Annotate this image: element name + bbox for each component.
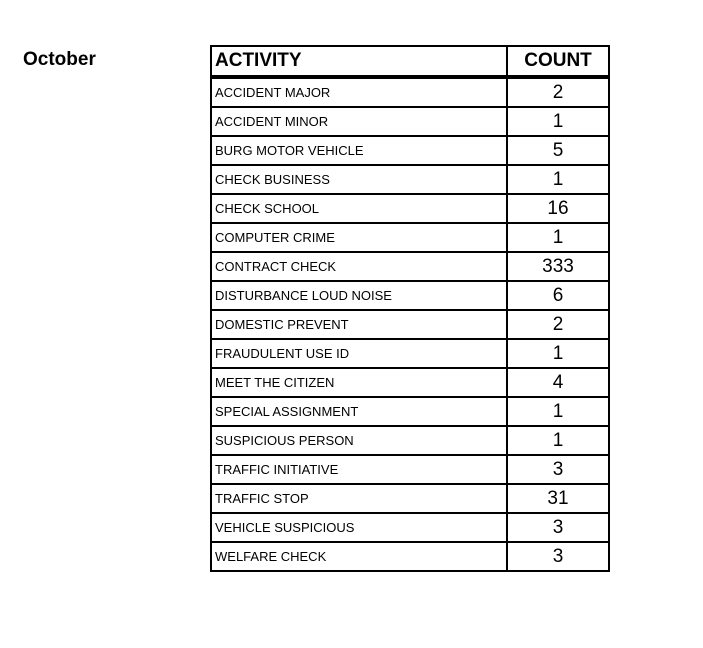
activity-column-header: ACTIVITY: [211, 46, 507, 77]
count-cell: 1: [507, 397, 609, 426]
count-cell: 16: [507, 194, 609, 223]
count-cell: 1: [507, 223, 609, 252]
count-cell: 6: [507, 281, 609, 310]
count-cell: 1: [507, 165, 609, 194]
activity-cell: COMPUTER CRIME: [211, 223, 507, 252]
table-row: [211, 542, 609, 571]
count-cell: 5: [507, 136, 609, 165]
activity-cell: MEET THE CITIZEN: [211, 368, 507, 397]
activity-cell: CHECK SCHOOL: [211, 194, 507, 223]
activity-count-table: [210, 45, 610, 572]
month-title: October: [23, 49, 96, 70]
activity-cell: VEHICLE SUSPICIOUS: [211, 513, 507, 542]
table-row: [211, 281, 609, 310]
activity-cell: TRAFFIC STOP: [211, 484, 507, 513]
table-row: [211, 339, 609, 368]
table-header-row: [211, 46, 609, 77]
activity-cell: BURG MOTOR VEHICLE: [211, 136, 507, 165]
count-cell: 4: [507, 368, 609, 397]
activity-cell: CHECK BUSINESS: [211, 165, 507, 194]
table-row: [211, 223, 609, 252]
table-row: [211, 252, 609, 281]
table-body: [211, 77, 609, 571]
count-cell: 333: [507, 252, 609, 281]
count-cell: 1: [507, 339, 609, 368]
activity-cell: TRAFFIC INITIATIVE: [211, 455, 507, 484]
activity-cell: ACCIDENT MINOR: [211, 107, 507, 136]
count-cell: 3: [507, 542, 609, 571]
table-row: [211, 397, 609, 426]
count-cell: 1: [507, 107, 609, 136]
table-row: [211, 368, 609, 397]
table-row: [211, 484, 609, 513]
activity-cell: DOMESTIC PREVENT: [211, 310, 507, 339]
count-cell: 2: [507, 77, 609, 107]
count-cell: 1: [507, 426, 609, 455]
count-cell: 2: [507, 310, 609, 339]
table-row: [211, 107, 609, 136]
table-row: [211, 310, 609, 339]
activity-cell: CONTRACT CHECK: [211, 252, 507, 281]
activity-cell: FRAUDULENT USE ID: [211, 339, 507, 368]
table-row: [211, 136, 609, 165]
table-row: [211, 165, 609, 194]
activity-cell: WELFARE CHECK: [211, 542, 507, 571]
activity-cell: SPECIAL ASSIGNMENT: [211, 397, 507, 426]
table-row: [211, 194, 609, 223]
table-row: [211, 455, 609, 484]
count-cell: 3: [507, 455, 609, 484]
count-cell: 31: [507, 484, 609, 513]
activity-cell: ACCIDENT MAJOR: [211, 77, 507, 107]
table-row: [211, 77, 609, 107]
table-row: [211, 426, 609, 455]
activity-cell: SUSPICIOUS PERSON: [211, 426, 507, 455]
count-cell: 3: [507, 513, 609, 542]
table-row: [211, 513, 609, 542]
activity-cell: DISTURBANCE LOUD NOISE: [211, 281, 507, 310]
count-column-header: COUNT: [507, 46, 609, 77]
